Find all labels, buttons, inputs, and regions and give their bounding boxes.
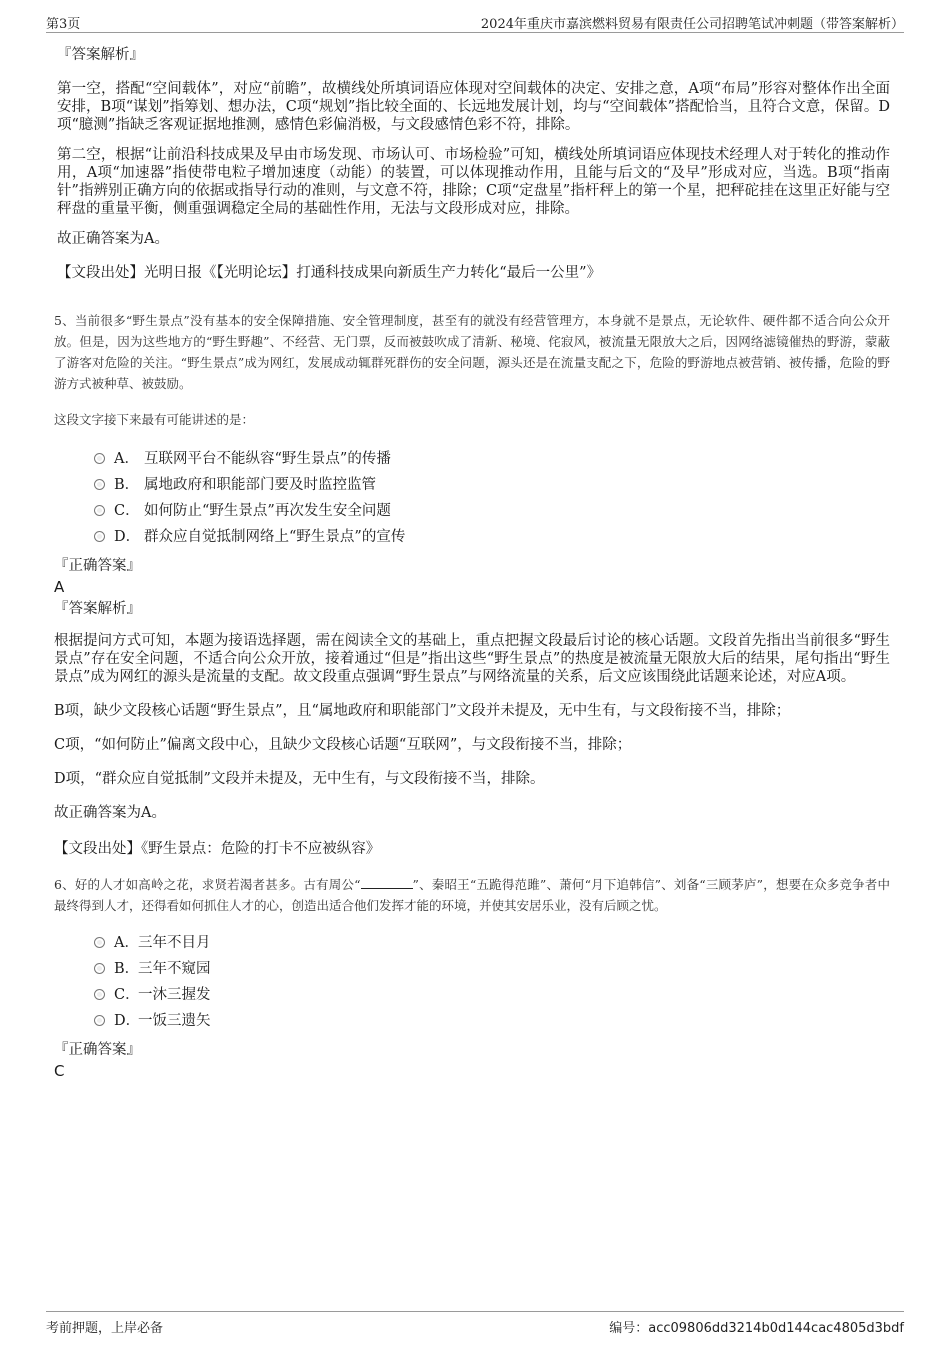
page-header bbox=[46, 10, 904, 33]
answer-options bbox=[94, 446, 890, 550]
radio-icon[interactable] bbox=[94, 1015, 105, 1026]
answer-label: 『正确答案』 bbox=[54, 1042, 141, 1058]
analysis-paragraph: D项，“群众应自觉抵制”文段并未提及，无中生有，与文段衔接不当，排除。 bbox=[54, 771, 545, 787]
option-d[interactable]: D． 群众应自觉抵制网络上“野生景点”的宣传 bbox=[94, 524, 890, 550]
conclusion: 故正确答案为A。 bbox=[57, 231, 169, 247]
analysis-paragraph: 根据提问方式可知，本题为接语选择题，需在阅读全文的基础上，重点把握文段最后讨论的核心话题。文段首先指出当前很多“野生景点”存在安全问题，不适合向公众开放，接着通过“但是”指出这些“野生景点”的热度是被流量无限放大后的结果，尾句指出“野生景点”成为网红的源头是流量的支配。故文段重点强调“野生景点”与网络流量的关系，后文应该围绕此话题来论述，对应A项。 bbox=[54, 633, 890, 685]
conclusion: 故正确答案为A。 bbox=[54, 805, 166, 821]
radio-icon[interactable] bbox=[94, 937, 105, 948]
document-title: 2024年重庆市嘉滨燃料贸易有限责任公司招聘笔试冲刺题（带答案解析） bbox=[480, 17, 904, 32]
analysis-paragraph: 第二空，根据“让前沿科技成果及早由市场发现、市场认可、市场检验”可知，横线处所填词语应体现技术经理人对于转化的推动作用，A项“加速器”指使带电粒子增加速度（动能）的装置，可以体现推动作用，且能与后文的“及早”形成对应，当选。B项“指南针”指辨别正确方向的依据或指导行动的准则，与文意不符，排除；C项“定盘星”指杆秤上的第一个星，把秤砣挂在这里正好能与空秤盘的重量平衡，侧重强调稳定全局的基础性作用，无法与文段形成对应，排除。 bbox=[57, 147, 890, 217]
option-a[interactable]: A． 互联网平台不能纵容“野生景点”的传播 bbox=[94, 446, 890, 472]
question-5 bbox=[54, 310, 890, 858]
question-stem: 6、好的人才如高岭之花，求贤若渴者甚多。古有周公“ ”、秦昭王“五跪得范雎”、萧何“月下追韩信”、刘备“三顾茅庐”，想要在众多竞争者中最终得到人才，还得看如何抓住人才的心，创造出适合他们发挥才能的环境，并使其安居乐业，没有后顾之忧。 bbox=[54, 877, 890, 913]
radio-icon[interactable] bbox=[94, 505, 105, 516]
analysis-paragraph: 第一空，搭配“空间载体”，对应“前瞻”，故横线处所填词语应体现对空间载体的决定、安排之意，A项“布局”形容对整体作出全面安排，B项“谋划”指筹划、想办法，C项“规划”指比较全面的、长远地发展计划，均与“空间载体”搭配恰当，且符合文意，保留。D项“臆测”指缺乏客观证据地推测，感情色彩偏消极，与文段感情色彩不符，排除。 bbox=[57, 81, 890, 133]
option-b[interactable]: B． 属地政府和职能部门要及时监控监管 bbox=[94, 472, 890, 498]
answer-options bbox=[94, 930, 890, 1034]
question-stem: 5、当前很多“野生景点”没有基本的安全保障措施、安全管理制度，甚至有的就没有经营管理方，本身就不是景点，无论软件、硬件都不适合向公众开放。但是，因为这些地方的“野生野趣”、不经营、无门票，反而被鼓吹成了清新、秘境、侘寂风，被流量无限放大之后，因网络滤镜催热的野游，蒙蔽了游客对危险的关注。“野生景点”成为网红，发展成动辄群死群伤的安全问题，源头还是在流量支配之下，危险的野游地点被营销、被传播，危险的野游方式被种草、被鼓励。 bbox=[54, 313, 890, 391]
analysis-paragraph: C项，“如何防止”偏离文段中心，且缺少文段核心话题“互联网”，与文段衔接不当，排除； bbox=[54, 737, 632, 753]
source-citation: 【文段出处】光明日报《【光明论坛】打通科技成果向新质生产力转化“最后一公里”》 bbox=[57, 265, 602, 281]
option-d[interactable]: D．一饭三遗矢 bbox=[94, 1008, 890, 1034]
option-c[interactable]: C． 如何防止“野生景点”再次发生安全问题 bbox=[94, 498, 890, 524]
analysis-label: 『答案解析』 bbox=[57, 47, 144, 63]
source-citation: 【文段出处】《野生景点：危险的打卡不应被纵容》 bbox=[54, 841, 381, 857]
radio-icon[interactable] bbox=[94, 989, 105, 1000]
option-b[interactable]: B．三年不窥园 bbox=[94, 956, 890, 982]
radio-icon[interactable] bbox=[94, 963, 105, 974]
question-prompt: 这段文字接下来最有可能讲述的是： bbox=[54, 412, 255, 427]
correct-answer: C bbox=[54, 1062, 65, 1080]
analysis-paragraph: B项，缺少文段核心话题“野生景点”，且“属地政府和职能部门”文段并未提及，无中生有，与文段衔接不当，排除； bbox=[54, 703, 791, 719]
q4-analysis-section bbox=[57, 45, 890, 282]
document-code: 编号：acc09806dd3214b0d144cac4805d3bdf bbox=[609, 1321, 904, 1336]
page-footer bbox=[46, 1311, 904, 1336]
correct-answer: A bbox=[54, 578, 65, 596]
option-c[interactable]: C．一沐三握发 bbox=[94, 982, 890, 1008]
radio-icon[interactable] bbox=[94, 453, 105, 464]
radio-icon[interactable] bbox=[94, 531, 105, 542]
fill-blank bbox=[361, 876, 413, 889]
answer-label: 『正确答案』 bbox=[54, 558, 141, 574]
analysis-label: 『答案解析』 bbox=[54, 601, 141, 617]
page-number: 第3页 bbox=[46, 17, 81, 32]
radio-icon[interactable] bbox=[94, 479, 105, 490]
footer-slogan: 考前押题，上岸必备 bbox=[46, 1321, 164, 1336]
option-a[interactable]: A．三年不目月 bbox=[94, 930, 890, 956]
page-content bbox=[54, 40, 890, 1081]
question-6 bbox=[54, 874, 890, 1081]
